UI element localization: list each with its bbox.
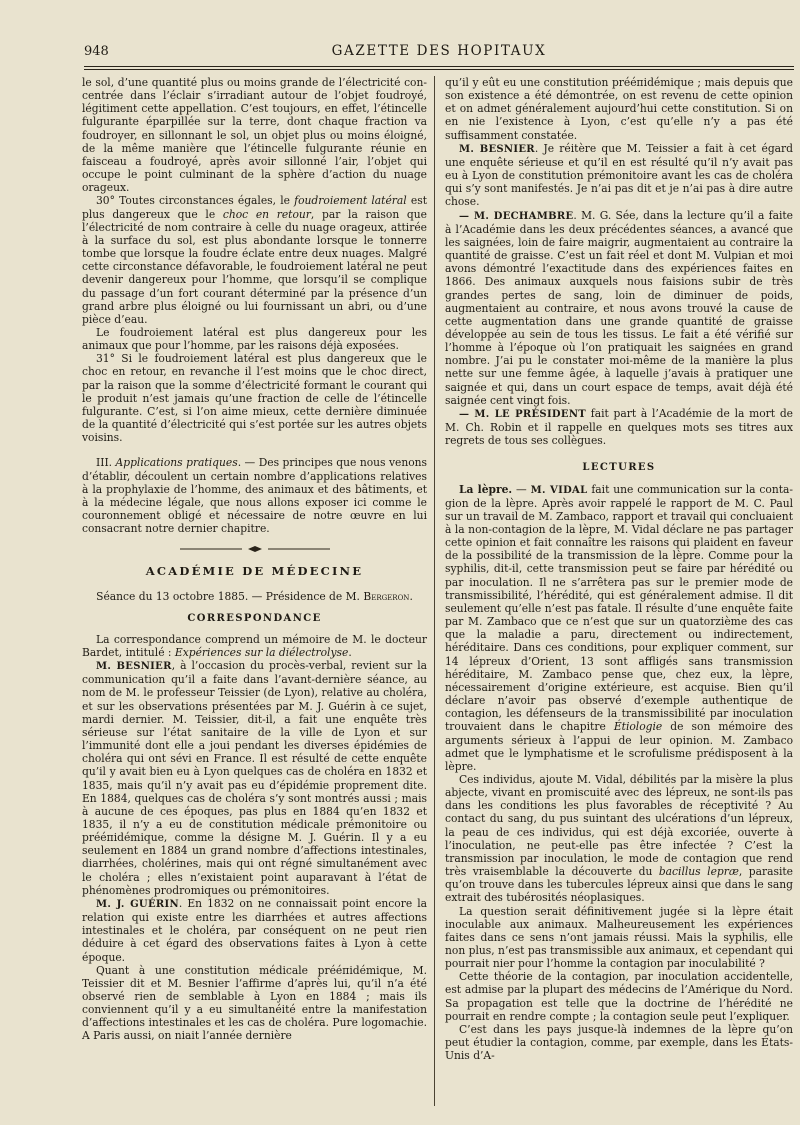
paragraph [445, 142, 793, 209]
article-title: La lèpre. [459, 482, 513, 496]
paragraph [445, 773, 793, 905]
paragraph [82, 194, 427, 326]
subsection-title: LECTURES [582, 462, 656, 474]
text-run: fait part à l’Académie de la mort de M. Ch. Robin et il rappelle en quelques mots ses titres aux regrets de tous ses collègues. [445, 406, 793, 448]
paragraph: Le foudroiement latéral est plus dangereux pour les animaux que pour l’homme, par les raisons déjà exposées. [82, 325, 427, 353]
text-run: de son mémoire des arguments sérieux à l’appui de leur opinion. M. Zambaco admet que le lymphatisme et le scrofulisme prédisposent à la lèpre. [445, 720, 793, 773]
section-title: ACADÉMIE DE MÉDECINE [145, 564, 364, 579]
session-line [82, 590, 427, 603]
text-run: , par la raison que l’électricité de nom contraire à celle du nuage orageux, attirée à la surface du sol, est plus abondante lorsque le tonnerre tombe que lorsque la foudre éclate entre deux nuages. Malgré cette circonstance défavorable, le foudroiement latéral ne peut devenir dangereux pour l’homme, que lorsqu’il se complique du passage d’un fort courant déterminé par la présence d’un grand arbre plus éloigné ou lui fournissant un abri, ou d’une pièce d’eau. [82, 207, 427, 326]
paragraph: qu’il y eût eu une constitution prééпidémique ; mais depuis que son existence a été démontrée, on est revenu de cette opinion et on admet généralement aujourd’hui cette constitution. Si on en nie l’existence à Lyon, c’est qu’elle n’y a pas été suffisamment constatée. [445, 76, 793, 142]
paragraph [445, 407, 793, 447]
paragraph [82, 897, 427, 964]
text-run: . M. G. Sée, dans la lecture qu’il a faite à l’Académie dans les deux précédentes séances, a avancé que les saignées, loin de faire maigrir, augmentaient au contraire la quantité de graisse. C’est un fait réel et dont M. Vulpian et moi avons démontré l’exactitude dans des expériences faites en 1866. Des animaux auxquels nous faisions subir de très grandes pertes de sang, loin de diminuer de poids, augmentaient au contraire, et nous avons trouvé la cause de cette augmentation dans une grande quantité de graisse développée au sein de tous les tissus. Le fait a été vérifié sur l’homme à l’époque où l’on pratiquait les saignées en grand nombre. J’ai pu le constater moi-même de la manière la plus nette sur une femme âgée, à laquelle j’avais à pratiquer une saignée et qui, dans un court espace de temps, avait déjà été saignée cent vingt fois. [445, 208, 793, 407]
paragraph [445, 209, 793, 407]
text-run: . Je réitère que M. Teissier a fait à cet égard une enquête sérieuse et qu’il en est résulté qu’il n’y avait pas eu à Lyon de constitution prémonitoire avant les cas de choléra qui s’y sont manifestés. Je n’ai pas dit et je n’ai pas à dire autre chose. [445, 141, 793, 209]
speaker-name: M. BESNIER [96, 661, 172, 673]
text-run: fait une communication sur la contagion de la lèpre. Après avoir rappelé le rapport de M. C. Paul sur un travail de M. Zambaco, rapport et travail qui concluaient à la non-contagion de la lèpre, M. Vidal déclare ne pas partager cette opinion et fait connaître les raisons qui plaident en faveur de la possibilité de la transmission de la lèpre. Comme pour la syphilis, dit-il, cette transmission peut se faire par hérédité ou par inoculation. Il ne s’arrêtera pas sur le premier mode de transmissibilité, l’hérédité, qui est généralement admise. Il dit seulement qu’elle n’est pas fatale. Il résulte d’une enquête faite par M. Zambaco que ce n’est que sur un quatorzième des cas que la maladie a paru, directement ou indirectement, héréditaire. Dans ces conditions, pour expliquer comment, sur 14 lépreux d’Orient, 13 sont affligés sans transmission héréditaire, M. Zambaco pense que, chez eux, la lèpre, nécessairement d’origine extérieure, est acquise. Bien qu’il déclare n’avoir pas observé d’exemple authentique de contagion, les défenseurs de la transmissibilité par inoculation trouvaient dans le chapitre [445, 482, 794, 734]
italic-term: Applications pratiques [115, 456, 238, 470]
text-run: Ces individus, ajoute M. Vidal, débilités par la misère la plus abjecte, vivant en promiscuité avec des lépreux, ne sont-ils pas dans les conditions les plus favorables de réceptivité ? Au contact du sang, du pus suintant des ulcérations d’un lépreux, la peau de ces individus, qui est déjà excoriée, ouverte à l’inoculation, ne peut-elle pas être infectée ? C’est la transmission par inoculation, le mode de contagion que rend très vraisemblable la découverte du [445, 772, 793, 879]
right-column [445, 76, 793, 1062]
paragraph [82, 633, 427, 659]
page-header [84, 40, 794, 64]
italic-term: foudroiement latéral [294, 194, 407, 208]
speaker-name: M. VIDAL [530, 484, 588, 496]
italic-term: bacillus lepræ [658, 865, 739, 879]
text-run: III. [96, 456, 116, 470]
italic-term: Étiologie [613, 720, 663, 734]
running-title: GAZETTE DES HOPITAUX [331, 43, 547, 59]
paragraph: Cette théorie de la contagion, par inoculation accidentelle, est admise par la plupart des médecins de l’Amérique du Nord. Sa propagation est telle que la doctrine de l’hérédité ne pourrait en rendre compte ; la contagion seule peut l’expliquer. [445, 970, 793, 1023]
ornament-divider [180, 545, 330, 553]
text-run: . [409, 590, 413, 604]
text-run: . En 1832 on ne connaissait point encore la relation qui existe entre les diarrhées et autres affections intestinales et le choléra, par conséquent on ne peut rien déduire à cet égard des observations faites à Lyon à cette époque. [82, 896, 427, 964]
paragraph [82, 456, 427, 535]
text-run: , à l’occasion du procès-verbal, revient sur la communication qu’il a faite dans l’avant-dernière séance, au nom de M. le professeur Teissier (de Lyon), relative au choléra, et sur les observations présentées par M. J. Guérin à ce sujet, mardi dernier. M. Teissier, dit-il, a fait une enquête très sérieuse sur l’état sanitaire de la ville de Lyon et sur l’immunité dont elle a joui pendant les diverses épidémies de choléra qui ont sévi en France. Il est résulté de cette enquête qu’il y avait bien eu à Lyon quelques cas de choléra en 1832 et 1835, mais qu’il n’y avait pas eu d’épidémie proprement dite. En 1884, quelques cas de choléra s’y sont montrés aussi ; mais à aucune de ces époques, pas plus en 1884 qu’en 1832 et 1835, il n’y a eu de constitution médicale prémonitoire ou prééпidémique, comme la désigne M. J. Guérin. Il y a eu seulement en 1884 un grand nombre d’affections intestinales, diarrhées, cholérines, mais qui ont régné simultanément avec le choléra ; elles n’existaient point auparavant à l’état de phénomènes prodromiques ou prémonitoires. [82, 659, 427, 897]
paragraph [445, 483, 793, 773]
italic-term: choc en retour [222, 207, 311, 221]
subsection-title: CORRESPONDANCE [187, 612, 322, 624]
text-run: , parasite qu’on trouve dans les tubercules lépreux ainsi que dans le sang extrait des tubérosités néoplasiques. [445, 865, 794, 905]
text-run: . — Des principes que nous venons d’établir, découlent un certain nombre d’applications relatives à la prophylaxie de l’homme, des animaux et des bâtiments, et à la médecine légale, que nous allons exposer ici comme le couronnement obligé et nécessaire de notre œuvre en lui consacrant notre dernier chapitre. [82, 456, 428, 536]
page-number: 948 [84, 44, 109, 59]
text-run: 30° Toutes circonstances égales, le [96, 194, 295, 208]
text-run: est plus dangereux que le [82, 194, 427, 221]
text-run: La correspondance comprend un mémoire de M. le docteur Bardet, intitulé : [82, 632, 427, 659]
speaker-name: M. J. GUÉRIN [96, 898, 179, 910]
paragraph: Quant à une constitution médicale prééпidémique, M. Teissier dit et M. Besnier l’affirme d’après lui, qu’il n’a été observé rien de semblable à Lyon en 1884 ; mais ils conviennent qu’il y a eu simultanéité entre la manifestation d’affections intestinales et les cas de choléra. Pure logomachie. A Paris aussi, on niait l’année dernière [82, 963, 427, 1043]
paragraph [82, 659, 427, 897]
column-divider [434, 76, 435, 1106]
paragraph: le sol, d’une quantité plus ou moins grande de l’électricité concentrée dans l’éclair s’irradiant autour de l’objet foudroyé, légitiment cette appellation. C’est toujours, en effet, l’étincelle fulgurante éparpillée sur la terre, dont chaque fraction va foudroyer, en sillonnant le sol, un objet plus ou moins éloigné, de la même manière que l’étincelle fulgurante réunie en faisceau a foudroyé, après avoir sillonné l’air, l’objet qui occupe le point culminant de la sphère d’action du nuage orageux. [82, 76, 427, 195]
paragraph: La question serait définitivement jugée si la lèpre était inoculable aux animaux. Malheureusement les expériences faites dans ce sens n’ont jamais réussi. Mais la syphilis, elle non plus, n’est pas transmissible aux animaux, et cependant qui pourrait nier pour l’homme la contagion par inoculabilité ? [445, 904, 793, 971]
president-name: Bergeron [363, 590, 410, 604]
text-run: Séance du 13 octobre 1885. — Présidence de M. [96, 590, 364, 604]
header-rule [84, 66, 794, 70]
text-run: — [512, 482, 531, 496]
paragraph: C’est dans les pays jusque-là indemnes de la lèpre qu’on peut étudier la contagion, comme, par exemple, dans les États-Unis d’A- [445, 1022, 793, 1063]
speaker-name: M. BESNIER [459, 143, 535, 155]
text-run: . [348, 645, 352, 659]
speaker-name: — M. DECHAMBRE [459, 210, 574, 222]
paragraph: 31° Si le foudroiement latéral est plus dangereux que le choc en retour, en revanche il l’est moins que le choc direct, par la raison que la somme d’électricité formant le courant qui le produit n’est jamais qu’une fraction de celle de l’étincelle fulgurante. C’est, si l’on aime mieux, cette dernière diminuée de la quantité d’électricité qui s’est portée sur les autres objets voisins. [82, 352, 427, 445]
left-column [82, 76, 427, 1043]
italic-term: Expériences sur la diélectrolyse [174, 645, 349, 659]
speaker-name: — M. LE PRÉSIDENT [459, 408, 587, 420]
